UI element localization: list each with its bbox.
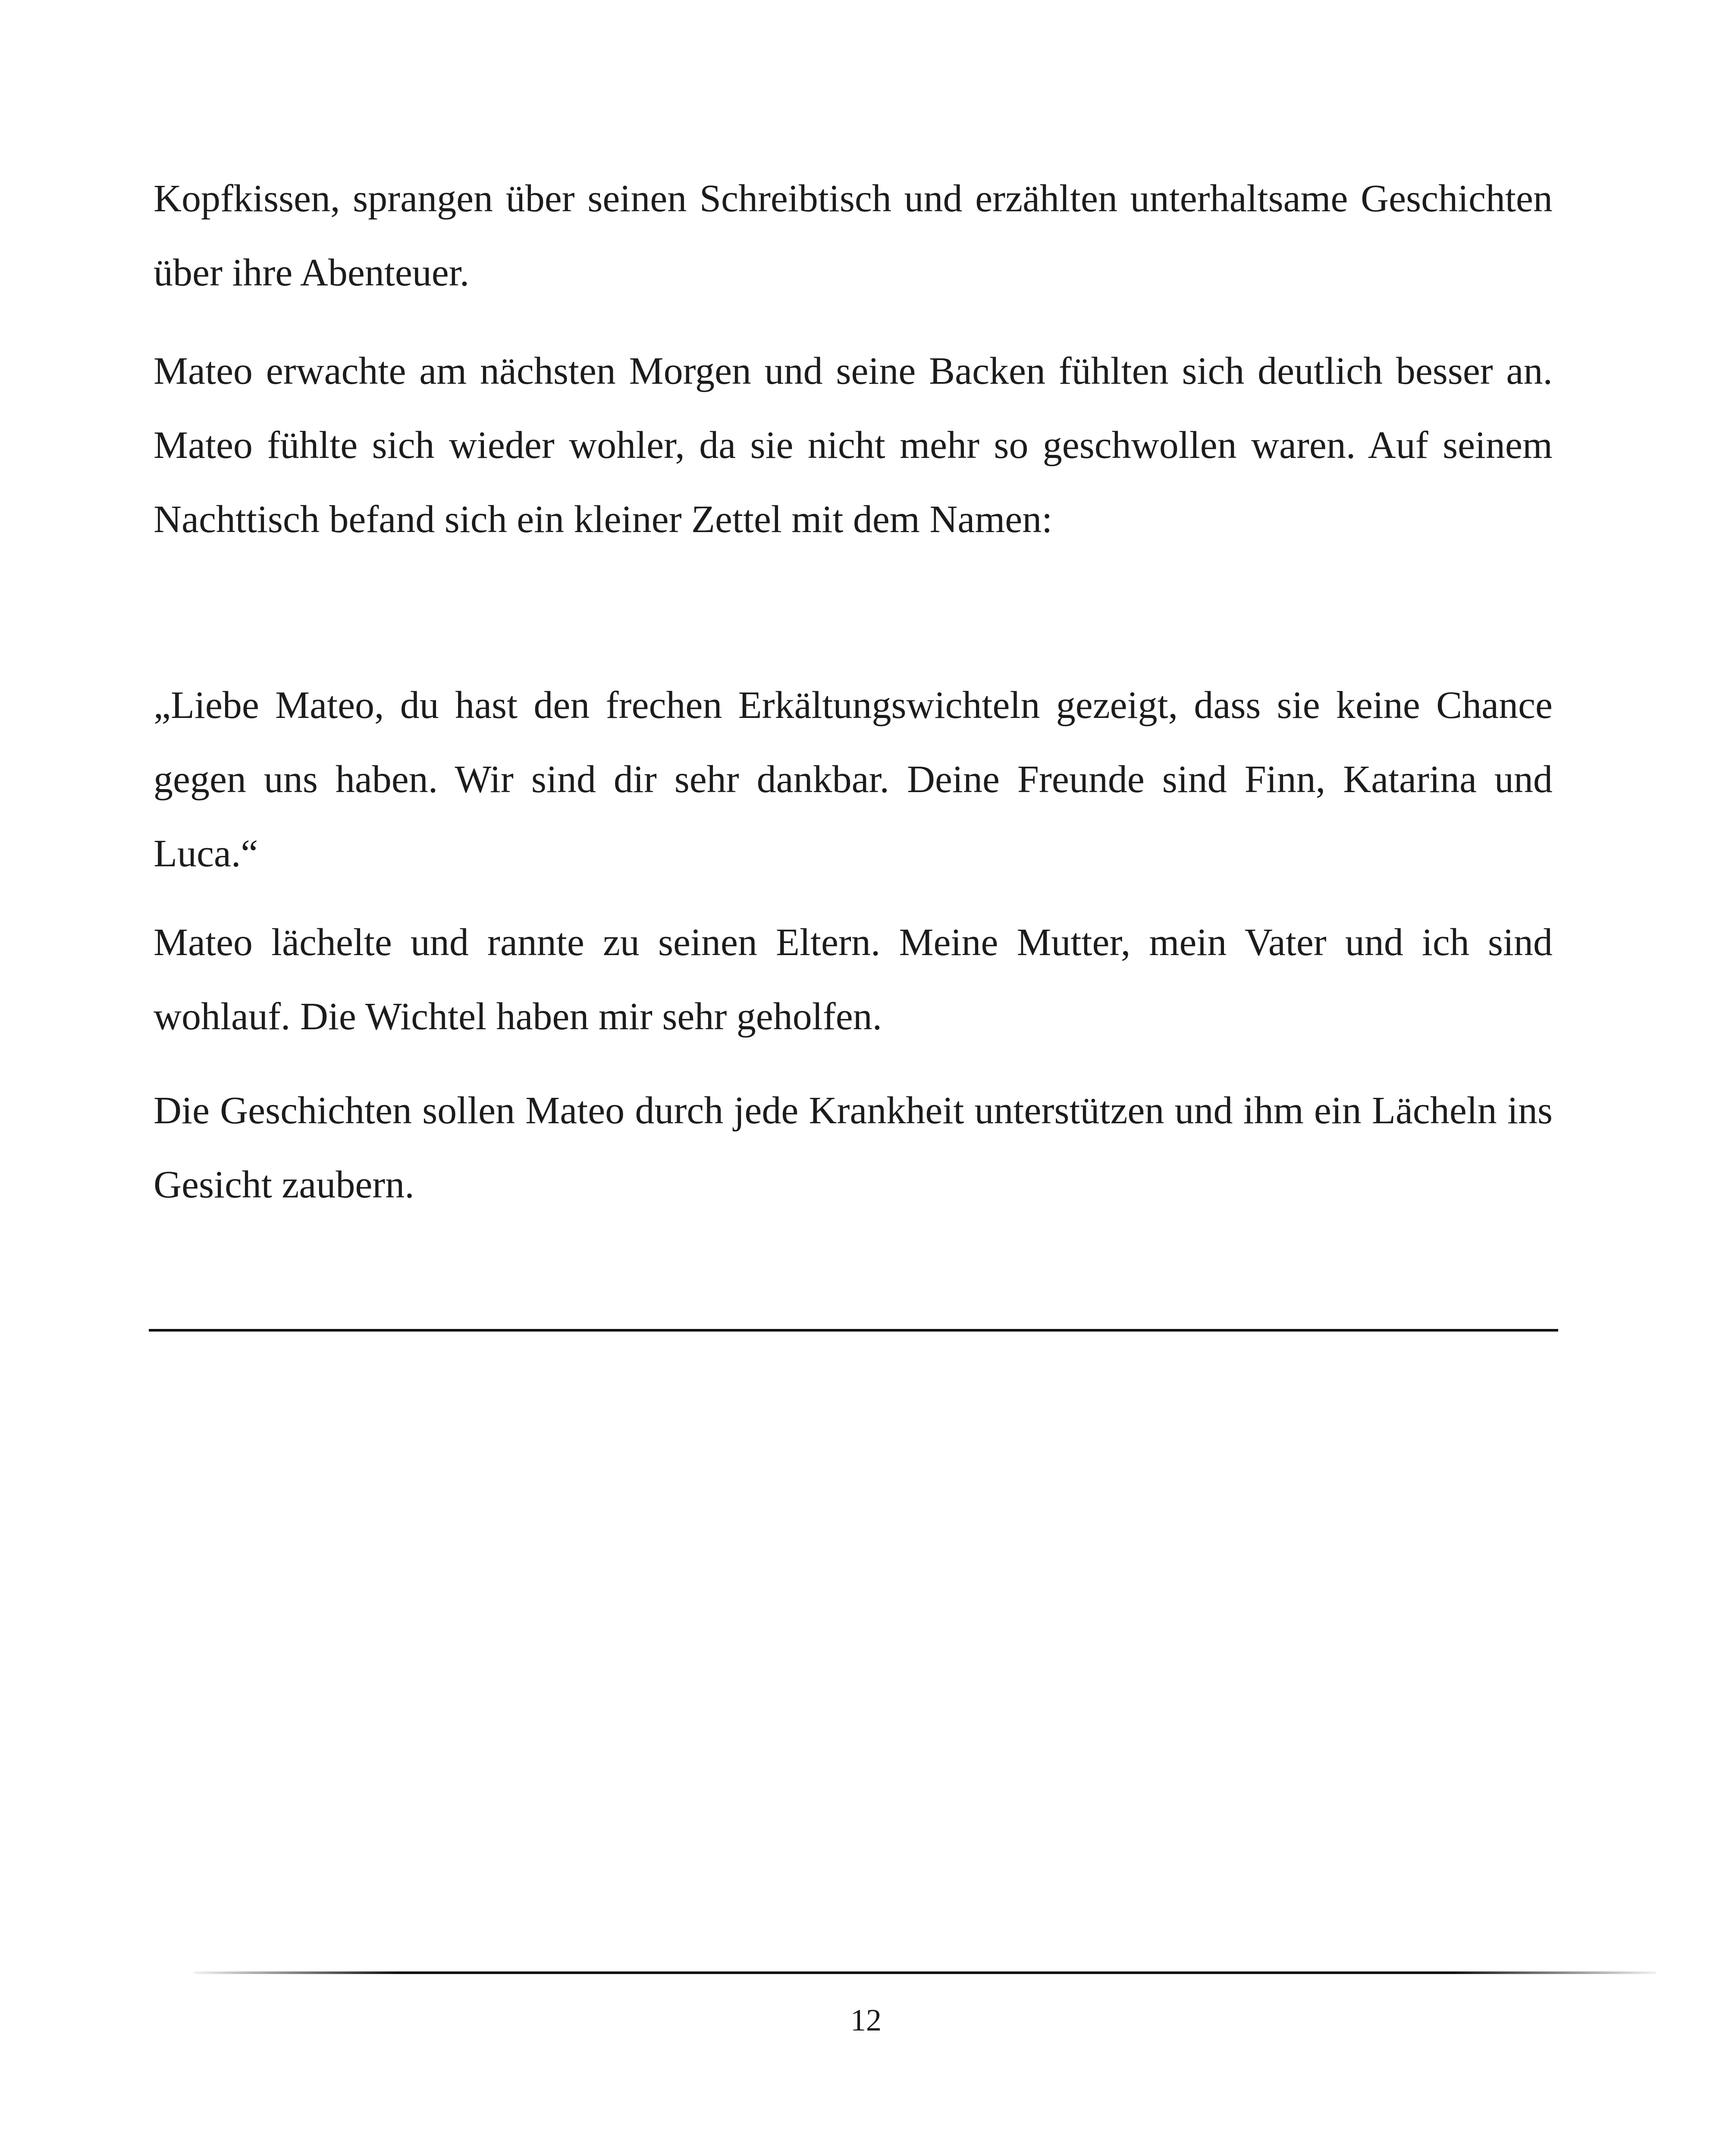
section-end-divider	[149, 1329, 1558, 1332]
paragraph-2: Mateo erwachte am nächsten Morgen und seine Backen fühlten sich deutlich besser an. Mateo fühlte sich wieder wohler, da sie nicht mehr so geschwollen waren. Auf seinem Nachttisch befand sich ein kleiner Zettel mit dem Namen:	[154, 350, 1553, 541]
paragraph-4: Mateo lächelte und rannte zu seinen Eltern. Meine Mutter, mein Vater und ich sind wohlauf. Die Wichtel haben mir sehr geholfen.	[154, 921, 1553, 1038]
paragraph-letter: „Liebe Mateo, du hast den frechen Erkältungswichteln gezeigt, dass sie keine Chance gegen uns haben. Wir sind dir sehr dankbar. Deine Freunde sind Finn, Katarina und Luca.“	[154, 684, 1553, 875]
paragraph-1: Kopfkissen, sprangen über seinen Schreibtisch und erzählten unterhaltsame Geschichten über ihre Abenteuer.	[154, 177, 1553, 294]
paragraph-5: Die Geschichten sollen Mateo durch jede Krankheit unterstützen und ihm ein Lächeln ins Gesicht zaubern.	[154, 1089, 1553, 1206]
footer-divider	[194, 1971, 1656, 1974]
page-number: 12	[850, 2003, 882, 2037]
